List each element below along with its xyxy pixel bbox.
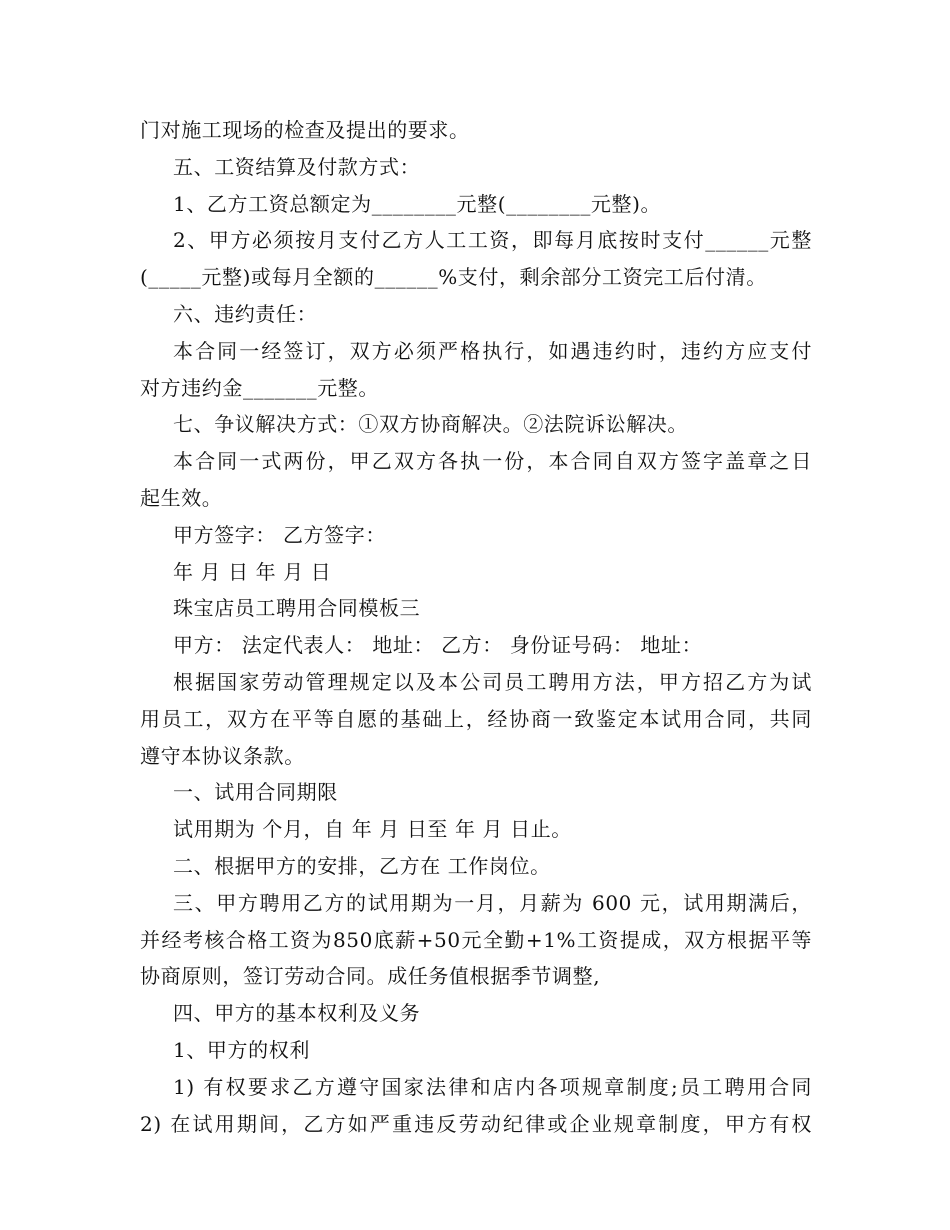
document-line: 甲方： 法定代表人： 地址： 乙方： 身份证号码： 地址： [173,633,703,658]
document-line: 2、甲方必须按月支付乙方人工工资，即每月底按时支付______元整 [173,228,812,253]
document-line: 本合同一经签订，双方必须严格执行，如遇违约时，违约方应支付 [173,338,812,363]
document-line: (_____元整)或每月全额的______%支付，剩余部分工资完工后付清。 [140,265,767,290]
document-line: 遵守本协议条款。 [140,743,305,768]
document-line: 六、违约责任： [173,301,318,326]
document-line: 协商原则，签订劳动合同。成任务值根据季节调整, [140,964,601,989]
document-line: 二、根据甲方的安排，乙方在 工作岗位。 [173,853,551,878]
document-line: 并经考核合格工资为850底薪+50元全勤+1%工资提成，双方根据平等 [140,927,812,952]
document-line: 一、试用合同期限 [173,780,338,805]
document-line: 1) 有权要求乙方遵守国家法律和店内各项规章制度;员工聘用合同 [173,1074,812,1099]
document-line: 年 月 日 年 月 日 [173,559,332,584]
document-line: 七、争议解决方式：①双方协商解决。②法院诉讼解决。 [173,412,688,437]
document-line: 四、甲方的基本权利及义务 [173,1001,421,1026]
document-body [140,112,812,1142]
document-line: 根据国家劳动管理规定以及本公司员工聘用方法，甲方招乙方为试 [173,669,812,694]
document-line: 用员工，双方在平等自愿的基础上，经协商一致鉴定本试用合同，共同 [140,706,812,731]
document-line: 本合同一式两份，甲乙双方各执一份，本合同自双方签字盖章之日 [173,449,812,474]
document-line: 1、乙方工资总额定为________元整(________元整)。 [173,191,662,216]
document-line: 珠宝店员工聘用合同模板三 [173,596,421,621]
document-line: 起生效。 [140,485,223,510]
document-line: 五、工资结算及付款方式： [173,154,421,179]
document-line: 三、甲方聘用乙方的试用期为一月，月薪为 600 元，试用期满后， [173,890,812,915]
document-line: 2) 在试用期间，乙方如严重违反劳动纪律或企业规章制度，甲方有权 [140,1111,812,1136]
document-line: 试用期为 个月，自 年 月 日至 年 月 日止。 [173,817,572,842]
document-line: 对方违约金_______元整。 [140,375,379,400]
document-line: 甲方签字： 乙方签字： [173,522,386,547]
document-line: 1、甲方的权利 [173,1037,310,1062]
document-line: 门对施工现场的检查及提出的要求。 [140,118,470,142]
